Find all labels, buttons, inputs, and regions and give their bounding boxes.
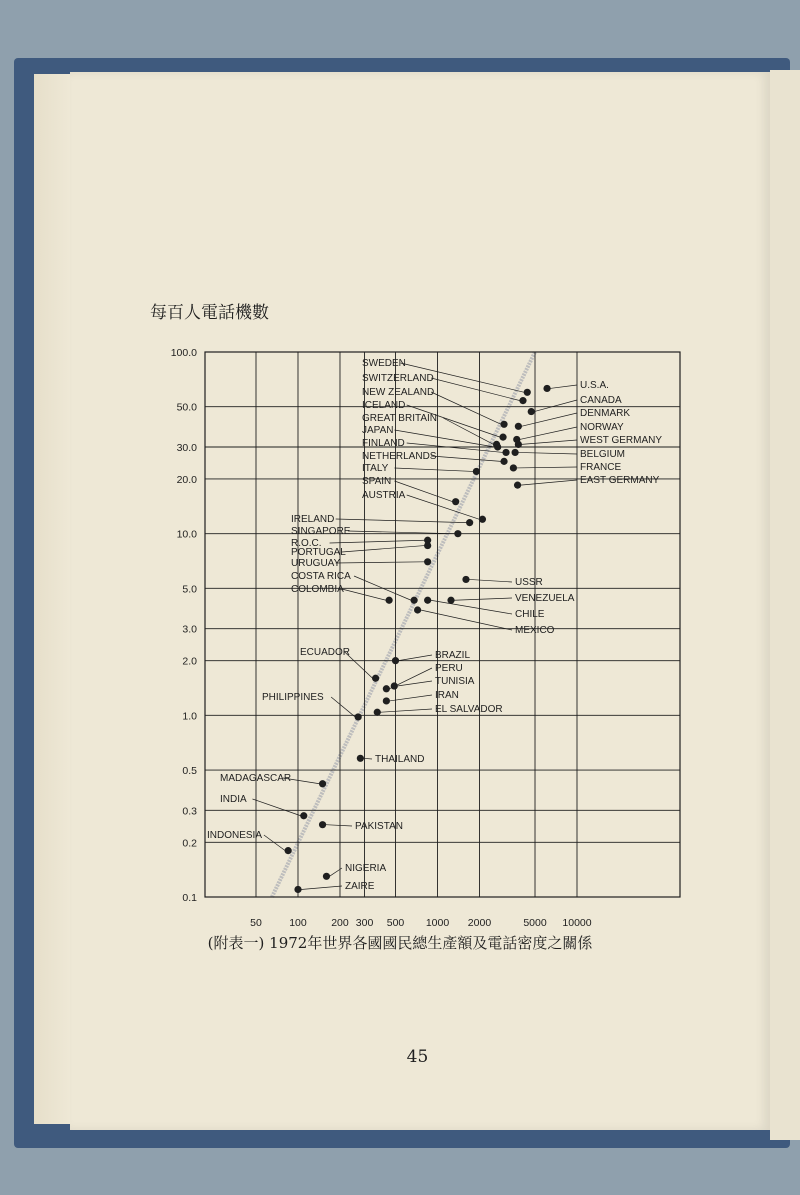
- leader-line: [521, 413, 577, 426]
- leader-line: [518, 452, 577, 454]
- point-label: PHILIPPINES: [262, 692, 324, 703]
- leader-line: [301, 886, 342, 889]
- y-tick-label: 5.0: [182, 583, 197, 596]
- y-tick-label: 3.0: [182, 623, 197, 636]
- leader-line: [431, 600, 512, 614]
- point-label: PAKISTAN: [355, 821, 403, 832]
- point-label: WEST GERMANY: [580, 435, 663, 446]
- point-label: NIGERIA: [345, 863, 387, 874]
- y-tick-label: 0.3: [182, 805, 197, 818]
- leader-line: [264, 835, 285, 851]
- leader-line: [431, 456, 501, 461]
- y-tick-label: 20.0: [176, 473, 197, 486]
- data-point: [424, 597, 431, 604]
- data-point: [510, 464, 517, 471]
- data-point: [391, 682, 398, 689]
- point-label: TUNISIA: [435, 676, 475, 687]
- leader-line: [397, 681, 432, 686]
- data-point: [386, 597, 393, 604]
- leader-line: [395, 468, 474, 471]
- point-layer: [207, 358, 662, 893]
- leader-line: [326, 825, 352, 826]
- data-point: [500, 458, 507, 465]
- point-label: VENEZUELA: [515, 593, 575, 604]
- y-tick-label: 0.2: [182, 837, 197, 850]
- point-label: AUSTRIA: [362, 490, 406, 501]
- leader-line: [516, 467, 577, 468]
- grid-layer: [205, 352, 680, 897]
- figure-caption: (附表一) 1972年世界各國國民總生產額及電話密度之關係: [207, 934, 593, 952]
- point-label: ICELAND: [362, 400, 406, 411]
- data-point: [515, 441, 522, 448]
- point-label: INDIA: [220, 794, 247, 805]
- x-tick-label: 300: [355, 917, 374, 929]
- point-label: U.S.A.: [580, 380, 609, 391]
- data-point: [357, 755, 364, 762]
- point-label: FRANCE: [580, 462, 622, 473]
- point-label: FINLAND: [362, 438, 405, 449]
- data-point: [300, 812, 307, 819]
- y-tick-label: 0.1: [182, 892, 197, 904]
- y-tick-label: 30.0: [176, 441, 197, 454]
- data-point: [383, 697, 390, 704]
- data-point: [500, 421, 507, 428]
- leader-line: [534, 400, 577, 412]
- data-point: [462, 576, 469, 583]
- x-tick-label: 10000: [562, 917, 592, 929]
- y-tick-label: 50.0: [176, 401, 197, 414]
- point-label: DENMARK: [580, 408, 631, 419]
- data-point: [512, 449, 519, 456]
- data-point: [494, 443, 501, 450]
- point-label: NETHERLANDS: [362, 451, 437, 462]
- data-point: [524, 389, 531, 396]
- leader-line: [336, 562, 425, 563]
- leader-line: [342, 589, 386, 600]
- data-point: [294, 886, 301, 893]
- leader-line: [521, 440, 577, 444]
- point-label: THAILAND: [375, 754, 425, 765]
- data-point: [499, 434, 506, 441]
- data-point: [392, 657, 399, 664]
- point-label: SWITZERLAND: [362, 373, 434, 384]
- point-label: INDONESIA: [207, 830, 263, 841]
- data-point: [479, 516, 486, 523]
- point-label: CANADA: [580, 395, 622, 406]
- x-tick-label: 2000: [467, 917, 492, 929]
- data-point: [411, 597, 418, 604]
- data-point: [285, 847, 292, 854]
- leader-line: [521, 480, 577, 485]
- data-point: [372, 675, 379, 682]
- data-point: [323, 873, 330, 880]
- x-tick-label: 500: [386, 917, 405, 929]
- x-tick-label: 5000: [523, 917, 547, 929]
- data-point: [466, 519, 473, 526]
- point-label: SPAIN: [362, 476, 392, 487]
- leader-line: [443, 418, 493, 444]
- leader-line: [520, 427, 577, 439]
- point-label: COLOMBIA: [291, 584, 344, 595]
- y-tick-label: 100.0: [170, 347, 197, 359]
- point-label: BRAZIL: [435, 650, 471, 661]
- point-label: MEXICO: [515, 625, 555, 636]
- data-point: [319, 821, 326, 828]
- data-point: [528, 408, 535, 415]
- y-tick-label: 10.0: [176, 528, 197, 541]
- point-label: SWEDEN: [362, 358, 406, 369]
- data-point: [519, 397, 526, 404]
- point-label: SINGAPORE: [291, 526, 351, 537]
- y-axis-label: 每百人電話機數: [150, 303, 269, 323]
- trend-line-layer: [272, 352, 535, 897]
- leader-line: [454, 598, 512, 600]
- data-point: [454, 530, 461, 537]
- point-label: ITALY: [362, 463, 389, 474]
- data-point: [374, 709, 381, 716]
- data-point: [424, 542, 431, 549]
- point-label: NORWAY: [580, 422, 624, 433]
- x-tick-label: 100: [289, 917, 307, 929]
- point-label: JAPAN: [362, 425, 394, 436]
- point-label: USSR: [515, 577, 543, 588]
- point-label: IRAN: [435, 690, 459, 701]
- x-tick-label: 200: [331, 917, 349, 929]
- point-label: CHILE: [515, 609, 545, 620]
- leader-line: [330, 540, 425, 543]
- data-point: [355, 713, 362, 720]
- point-label: COSTA RICA: [291, 571, 351, 582]
- leader-line: [407, 495, 480, 519]
- point-label: GREAT BRITAIN: [362, 413, 438, 424]
- y-tick-label: 1.0: [182, 710, 197, 723]
- leader-line: [421, 610, 512, 630]
- leader-line: [431, 378, 520, 401]
- point-label: PERU: [435, 663, 463, 674]
- data-point: [319, 780, 326, 787]
- point-label: ECUADOR: [300, 647, 351, 658]
- point-label: EL SALVADOR: [435, 704, 503, 715]
- point-label: URUGUAY: [291, 558, 341, 569]
- data-point: [473, 468, 480, 475]
- data-point: [383, 685, 390, 692]
- data-point: [514, 482, 521, 489]
- leader-line: [431, 392, 501, 424]
- page-number: 45: [406, 1047, 429, 1067]
- y-tick-label: 0.5: [182, 765, 197, 778]
- leader-line: [380, 709, 432, 712]
- data-point: [447, 597, 454, 604]
- data-point: [543, 385, 550, 392]
- point-label: MADAGASCAR: [220, 773, 292, 784]
- y-tick-label: 2.0: [182, 655, 197, 668]
- data-point: [502, 449, 509, 456]
- leader-line: [331, 697, 355, 717]
- point-label: ZAIRE: [345, 881, 375, 892]
- point-label: IRELAND: [291, 514, 335, 525]
- data-point: [414, 606, 421, 613]
- data-point: [515, 423, 522, 430]
- leader-line: [253, 799, 301, 816]
- x-tick-label: 50: [250, 917, 262, 929]
- point-label: R.O.C.: [291, 538, 322, 549]
- point-label: NEW ZEALAND: [362, 387, 435, 398]
- point-label: EAST GERMANY: [580, 475, 660, 486]
- leader-line: [399, 655, 432, 661]
- leader-line: [336, 519, 467, 523]
- data-point: [424, 558, 431, 565]
- x-tick-label: 1000: [425, 917, 450, 929]
- leader-line: [550, 385, 577, 388]
- point-label: BELGIUM: [580, 449, 626, 460]
- plot-frame: [205, 352, 680, 897]
- leader-line: [342, 546, 425, 552]
- point-label: PORTUGAL: [291, 547, 346, 558]
- leader-line: [469, 579, 512, 582]
- data-point: [452, 498, 459, 505]
- trend-line: [272, 352, 535, 897]
